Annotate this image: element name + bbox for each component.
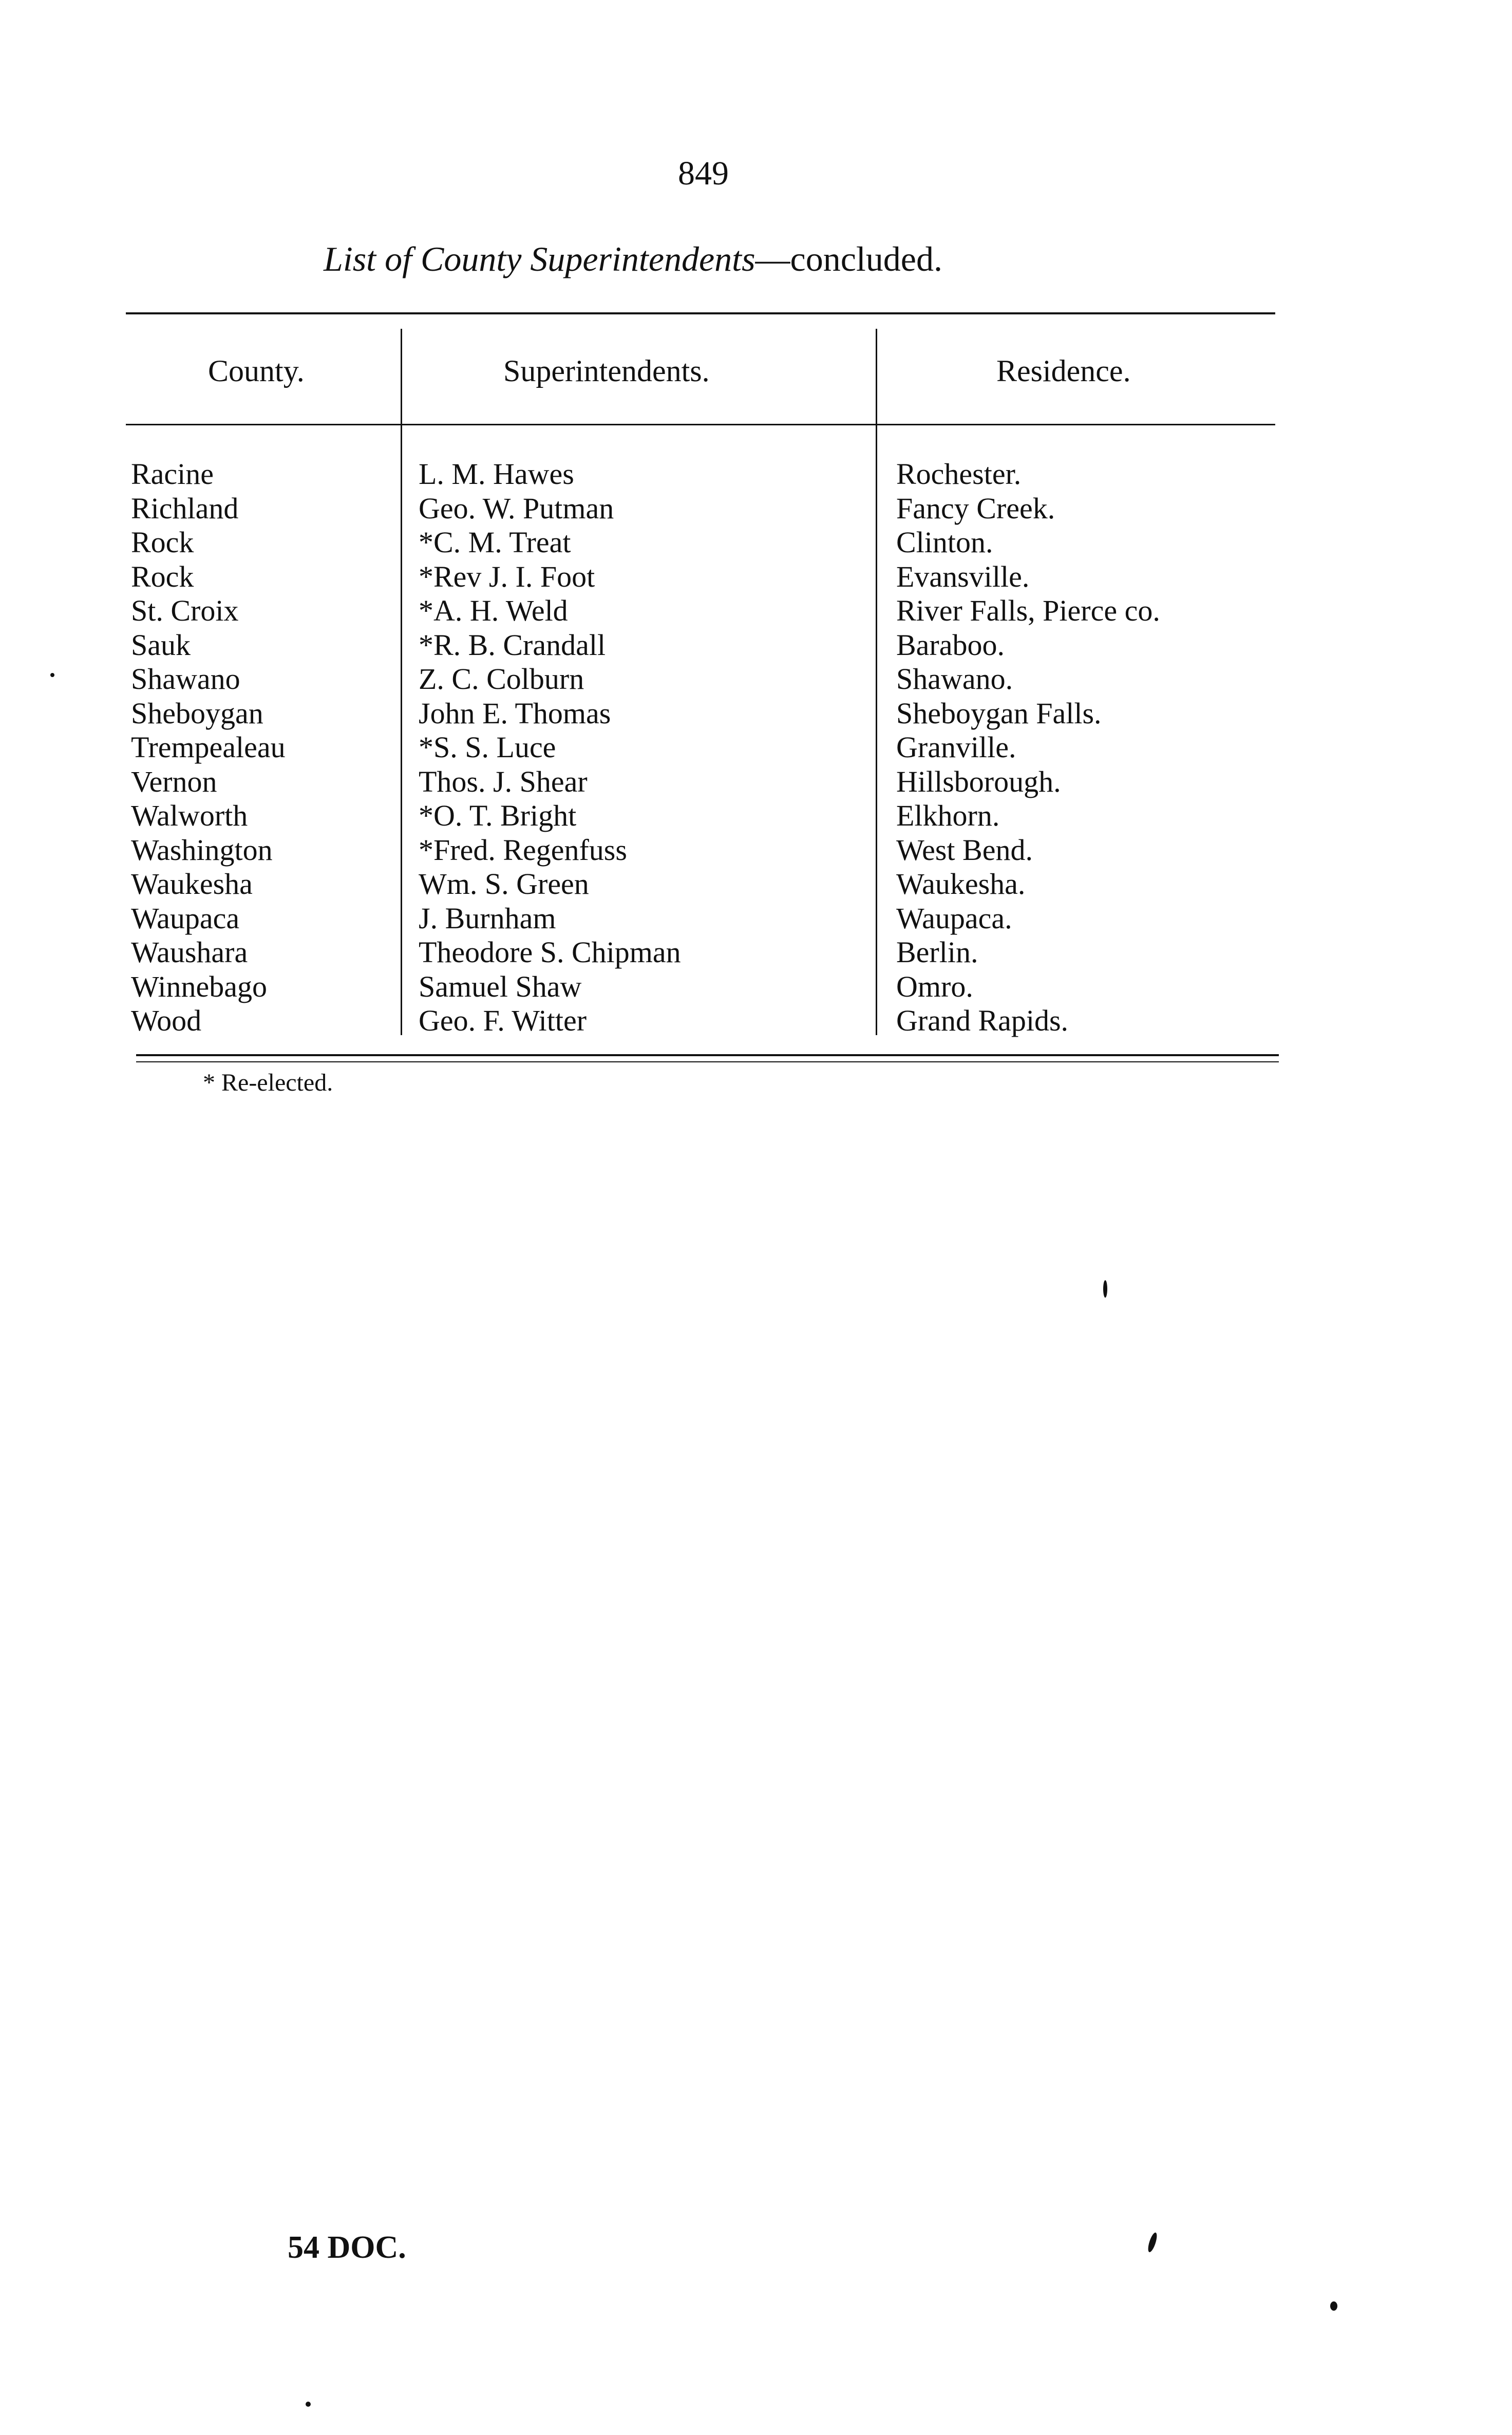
table-row — [126, 867, 1297, 902]
table-row — [126, 662, 1297, 697]
residence-cell: Sheboygan Falls. — [896, 696, 1102, 730]
superintendent-cell: Z. C. Colburn — [419, 662, 584, 696]
table-bottom-rule-1 — [136, 1054, 1279, 1056]
superintendent-cell: Wm. S. Green — [419, 867, 589, 901]
residence-cell: Granville. — [896, 730, 1016, 764]
page-number: 849 — [678, 155, 729, 192]
county-cell: Vernon — [131, 764, 217, 798]
county-cell: Waukesha — [131, 867, 253, 901]
table-row — [126, 799, 1297, 833]
residence-cell: Baraboo. — [896, 628, 1005, 662]
county-cell: Trempealeau — [131, 730, 286, 764]
table-row — [126, 935, 1297, 970]
county-cell: St. Croix — [131, 594, 239, 627]
table-row — [126, 730, 1297, 765]
superintendents-table — [126, 457, 1297, 1038]
signature-mark: 54 DOC. — [288, 2230, 406, 2265]
page-title — [324, 239, 942, 279]
header-bottom-rule — [126, 424, 1275, 425]
residence-cell: Hillsborough. — [896, 764, 1061, 798]
residence-cell: River Falls, Pierce co. — [896, 594, 1160, 627]
table-row — [126, 492, 1297, 526]
county-cell: Walworth — [131, 799, 248, 832]
table-row — [126, 833, 1297, 868]
table-row — [126, 1004, 1297, 1038]
residence-cell: Fancy Creek. — [896, 491, 1055, 525]
table-bottom-rule-2 — [136, 1061, 1279, 1062]
table-row — [126, 697, 1297, 731]
superintendent-cell: *Fred. Regenfuss — [419, 833, 627, 867]
superintendent-cell: *S. S. Luce — [419, 730, 556, 764]
superintendent-cell: *R. B. Crandall — [419, 628, 606, 662]
title-roman: concluded. — [790, 239, 942, 278]
county-cell: Sauk — [131, 628, 191, 662]
residence-cell: Elkhorn. — [896, 799, 1000, 832]
residence-cell: Clinton. — [896, 526, 993, 559]
county-cell: Winnebago — [131, 969, 268, 1003]
residence-cell: Waukesha. — [896, 867, 1026, 901]
county-cell: Rock — [131, 526, 194, 559]
residence-column-header: Residence. — [996, 354, 1131, 388]
county-cell: Waupaca — [131, 901, 240, 935]
residence-cell: Rochester. — [896, 457, 1022, 491]
ink-speck — [306, 2402, 311, 2407]
county-cell: Rock — [131, 559, 194, 593]
superintendent-cell: L. M. Hawes — [419, 457, 574, 491]
ink-speck — [1103, 1280, 1107, 1298]
title-dash: — — [755, 239, 790, 278]
table-row — [126, 457, 1297, 492]
table-row — [126, 902, 1297, 936]
county-cell: Wood — [131, 1004, 202, 1037]
superintendent-cell: Theodore S. Chipman — [419, 935, 681, 969]
residence-cell: Omro. — [896, 969, 973, 1003]
superintendents-column-header: Superintendents. — [503, 354, 710, 388]
superintendent-cell: J. Burnham — [419, 901, 556, 935]
table-row — [126, 765, 1297, 799]
table-row — [126, 526, 1297, 560]
county-cell: Waushara — [131, 935, 248, 969]
table-row — [126, 560, 1297, 594]
superintendent-cell: *C. M. Treat — [419, 526, 571, 559]
superintendent-cell: John E. Thomas — [419, 696, 611, 730]
county-cell: Sheboygan — [131, 696, 263, 730]
superintendent-cell: Geo. W. Putman — [419, 491, 614, 525]
county-cell: Shawano — [131, 662, 240, 696]
superintendent-cell: *O. T. Bright — [419, 799, 577, 832]
residence-cell: West Bend. — [896, 833, 1033, 867]
superintendent-cell: Samuel Shaw — [419, 969, 582, 1003]
ink-speck — [1146, 2232, 1159, 2253]
county-cell: Washington — [131, 833, 273, 867]
county-column-header: County. — [208, 354, 305, 388]
table-top-rule — [126, 312, 1275, 314]
footnote: * Re-elected. — [203, 1069, 333, 1096]
superintendent-cell: Thos. J. Shear — [419, 764, 588, 798]
residence-cell: Shawano. — [896, 662, 1013, 696]
residence-cell: Waupaca. — [896, 901, 1012, 935]
residence-cell: Berlin. — [896, 935, 978, 969]
county-cell: Racine — [131, 457, 214, 491]
superintendent-cell: Geo. F. Witter — [419, 1004, 587, 1037]
residence-cell: Grand Rapids. — [896, 1004, 1069, 1037]
residence-cell: Evansville. — [896, 559, 1030, 593]
superintendent-cell: *A. H. Weld — [419, 594, 568, 627]
table-row — [126, 628, 1297, 663]
title-italic: List of County Superintendents — [324, 239, 755, 278]
ink-speck — [1330, 2301, 1337, 2311]
superintendent-cell: *Rev J. I. Foot — [419, 559, 595, 593]
table-row — [126, 970, 1297, 1004]
ink-speck — [50, 673, 54, 677]
table-row — [126, 594, 1297, 628]
county-cell: Richland — [131, 491, 239, 525]
